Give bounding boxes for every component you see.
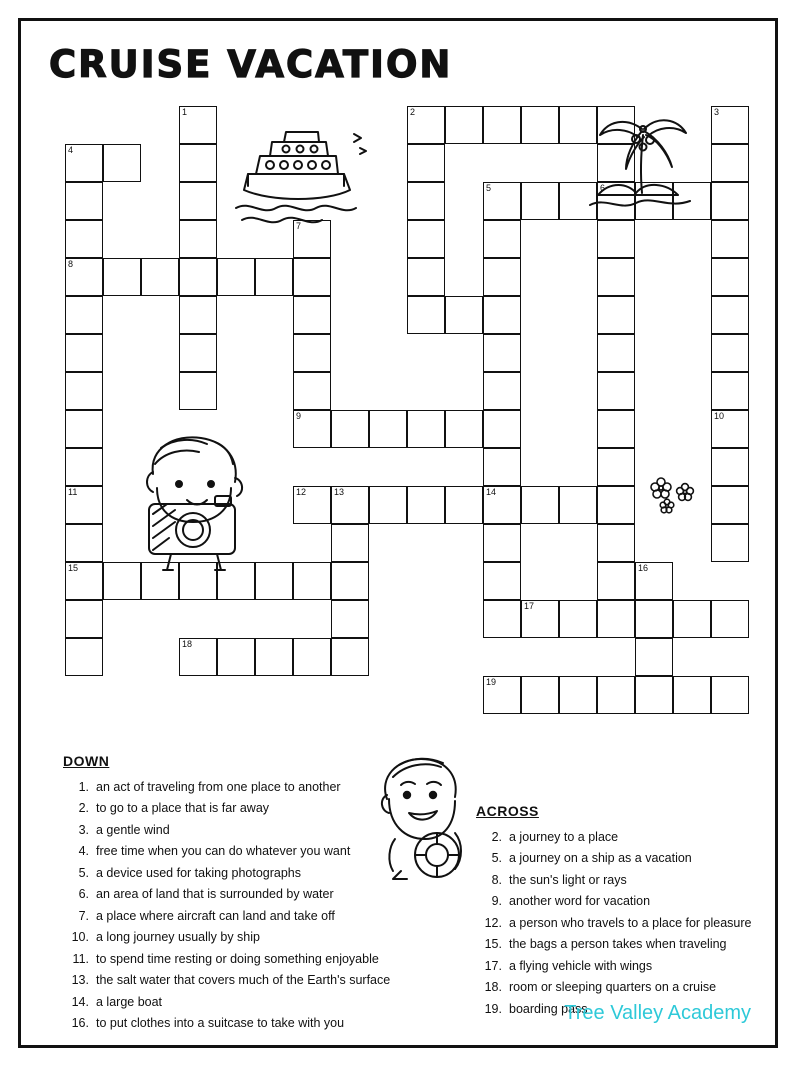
crossword-cell[interactable]: [483, 220, 521, 258]
crossword-cell-numbered[interactable]: [179, 638, 217, 676]
crossword-cell-numbered[interactable]: [521, 600, 559, 638]
crossword-cell[interactable]: [711, 524, 749, 562]
crossword-cell[interactable]: [217, 258, 255, 296]
cell-number: 4: [68, 145, 74, 155]
cell-number: 8: [68, 259, 74, 269]
crossword-cell[interactable]: [65, 372, 103, 410]
crossword-cell[interactable]: [483, 600, 521, 638]
crossword-cell[interactable]: [141, 258, 179, 296]
crossword-cell[interactable]: [711, 220, 749, 258]
clue-number: 2.: [78, 801, 89, 815]
clue-text: the bags a person takes when traveling: [509, 937, 727, 951]
crossword-cell[interactable]: [711, 486, 749, 524]
crossword-cell[interactable]: [483, 334, 521, 372]
crossword-cell[interactable]: [65, 220, 103, 258]
crossword-cell-numbered[interactable]: [483, 182, 521, 220]
clue-text: to spend time resting or doing something enjoyable: [96, 951, 379, 966]
crossword-cell[interactable]: [711, 258, 749, 296]
worksheet-page: [18, 18, 778, 1048]
crossword-cell[interactable]: [407, 144, 445, 182]
crossword-cell[interactable]: [635, 600, 673, 638]
clue-row: [476, 913, 766, 935]
crossword-cell-numbered[interactable]: [293, 410, 331, 448]
crossword-cell[interactable]: [103, 258, 141, 296]
crossword-cell[interactable]: [65, 524, 103, 562]
crossword-cell[interactable]: [293, 372, 331, 410]
clue-text: an area of land that is surrounded by water: [96, 887, 334, 901]
crossword-cell[interactable]: [597, 334, 635, 372]
crossword-cell[interactable]: [369, 410, 407, 448]
crossword-cell[interactable]: [293, 258, 331, 296]
crossword-cell[interactable]: [407, 410, 445, 448]
clue-text: the sun's light or rays: [509, 872, 627, 887]
clue-number: 3.: [78, 822, 89, 837]
crossword-cell[interactable]: [65, 600, 103, 638]
crossword-cell[interactable]: [483, 296, 521, 334]
crossword-cell[interactable]: [597, 448, 635, 486]
crossword-cell[interactable]: [179, 182, 217, 220]
crossword-cell-numbered[interactable]: [65, 486, 103, 524]
cell-number: 9: [296, 411, 302, 421]
clue-number: 7.: [78, 908, 89, 923]
crossword-cell[interactable]: [521, 106, 559, 144]
clue-number: 2.: [491, 829, 502, 844]
crossword-cell[interactable]: [407, 296, 445, 334]
clue-number: 11.: [72, 951, 89, 966]
crossword-cell[interactable]: [331, 562, 369, 600]
crossword-cell[interactable]: [483, 524, 521, 562]
crossword-cell[interactable]: [407, 220, 445, 258]
clue-number: 8.: [491, 872, 502, 887]
crossword-cell[interactable]: [293, 334, 331, 372]
palm-tree-island-illustration: [586, 109, 696, 214]
across-heading: ACROSS: [476, 803, 539, 819]
crossword-cell[interactable]: [521, 486, 559, 524]
clue-text: to put clothes into a suitcase to take with you: [96, 1016, 345, 1030]
crossword-cell[interactable]: [597, 220, 635, 258]
crossword-cell[interactable]: [65, 410, 103, 448]
clue-text: a long journey usually by ship: [96, 930, 260, 944]
clue-text: a person who travels to a place for pleasure: [509, 915, 752, 930]
page-title: CRUISE VACATION: [49, 43, 453, 86]
clue-text: a gentle wind: [96, 822, 170, 837]
clue-row: [63, 992, 393, 1014]
crossword-cell-numbered[interactable]: [483, 676, 521, 714]
clue-number: 4.: [78, 844, 89, 858]
crossword-cell-numbered[interactable]: [711, 410, 749, 448]
cell-number: 5: [486, 183, 492, 193]
crossword-cell[interactable]: [483, 410, 521, 448]
crossword-cell-numbered[interactable]: [407, 106, 445, 144]
crossword-cell[interactable]: [445, 106, 483, 144]
cell-number: 6: [600, 183, 606, 193]
cell-number: 16: [638, 563, 649, 573]
crossword-cell[interactable]: [331, 638, 369, 676]
crossword-cell[interactable]: [293, 296, 331, 334]
crossword-cell[interactable]: [597, 296, 635, 334]
clue-row: [63, 820, 393, 842]
clue-number: 9.: [491, 894, 502, 908]
crossword-cell[interactable]: [711, 372, 749, 410]
clue-text: a flying vehicle with wings: [509, 958, 653, 973]
clue-text: a place where aircraft can land and take off: [96, 908, 335, 923]
crossword-cell[interactable]: [597, 524, 635, 562]
clue-number: 17.: [484, 958, 502, 973]
crossword-cell-numbered[interactable]: [635, 562, 673, 600]
clue-row: [476, 934, 766, 956]
down-heading: DOWN: [63, 753, 110, 769]
clue-text: boarding pass: [509, 1001, 588, 1016]
clue-row: [63, 884, 393, 906]
clue-row: [63, 970, 393, 992]
clue-text: a journey on a ship as a vacation: [509, 851, 692, 865]
clue-number: 5.: [491, 851, 502, 865]
crossword-cell[interactable]: [179, 258, 217, 296]
clue-number: 14.: [71, 994, 89, 1009]
crossword-cell[interactable]: [521, 676, 559, 714]
crossword-cell[interactable]: [65, 448, 103, 486]
crossword-cell[interactable]: [255, 638, 293, 676]
crossword-cell[interactable]: [711, 296, 749, 334]
crossword-cell[interactable]: [483, 448, 521, 486]
crossword-cell[interactable]: [445, 296, 483, 334]
clue-text: to go to a place that is far away: [96, 801, 270, 815]
crossword-cell-numbered[interactable]: [331, 486, 369, 524]
crossword-cell[interactable]: [217, 638, 255, 676]
cell-number: 18: [182, 639, 193, 649]
clue-number: 10.: [71, 930, 89, 944]
clue-row: [476, 977, 766, 999]
cell-number: 13: [334, 487, 345, 497]
clue-number: 13.: [71, 973, 89, 987]
clue-number: 1.: [78, 779, 89, 794]
crossword-cell[interactable]: [407, 258, 445, 296]
cell-number: 11: [68, 487, 78, 497]
crossword-cell[interactable]: [483, 258, 521, 296]
crossword-cell[interactable]: [179, 334, 217, 372]
cell-number: 14: [486, 487, 497, 497]
crossword-cell[interactable]: [483, 562, 521, 600]
clue-row: [63, 863, 393, 885]
crossword-cell[interactable]: [597, 600, 635, 638]
crossword-cell[interactable]: [711, 600, 749, 638]
clue-number: 18.: [484, 980, 502, 994]
clue-text: the salt water that covers much of the Earth's surface: [96, 973, 391, 987]
clue-row: [63, 777, 393, 799]
clue-row: [63, 841, 393, 863]
crossword-cell-numbered[interactable]: [179, 106, 217, 144]
crossword-cell[interactable]: [331, 524, 369, 562]
crossword-cell[interactable]: [635, 638, 673, 676]
clue-number: 16.: [71, 1016, 89, 1030]
crossword-cell[interactable]: [597, 562, 635, 600]
child-with-camera-illustration: [131, 426, 261, 576]
flowers-illustration: [643, 476, 703, 516]
crossword-cell[interactable]: [711, 448, 749, 486]
clue-row: [63, 1013, 393, 1035]
crossword-cell[interactable]: [673, 600, 711, 638]
clue-text: a device used for taking photographs: [96, 865, 301, 880]
cell-number: 3: [714, 107, 720, 117]
crossword-cell[interactable]: [65, 638, 103, 676]
crossword-cell-numbered[interactable]: [483, 486, 521, 524]
crossword-cell[interactable]: [559, 600, 597, 638]
cell-number: 10: [714, 411, 725, 421]
crossword-cell[interactable]: [179, 296, 217, 334]
crossword-cell[interactable]: [255, 258, 293, 296]
crossword-cell[interactable]: [597, 676, 635, 714]
crossword-cell[interactable]: [293, 638, 331, 676]
crossword-cell[interactable]: [103, 144, 141, 182]
crossword-cell[interactable]: [711, 182, 749, 220]
crossword-cell[interactable]: [559, 676, 597, 714]
across-clues: [476, 801, 766, 1020]
clue-number: 5.: [78, 865, 89, 880]
crossword-cell-numbered[interactable]: [65, 144, 103, 182]
crossword-cell[interactable]: [331, 600, 369, 638]
cell-number: 15: [68, 563, 79, 573]
cruise-ship-illustration: [226, 116, 376, 231]
clue-text: an act of traveling from one place to another: [96, 779, 341, 794]
clue-row: [476, 870, 766, 892]
clue-text: a large boat: [96, 994, 163, 1009]
crossword-cell[interactable]: [65, 182, 103, 220]
clue-row: [476, 827, 766, 849]
brand-watermark: Tree Valley Academy: [564, 1002, 751, 1024]
crossword-cell[interactable]: [179, 144, 217, 182]
clue-row: [63, 949, 393, 971]
clue-row: [476, 956, 766, 978]
clue-row: [63, 906, 393, 928]
clue-row: [476, 891, 766, 913]
crossword-cell[interactable]: [65, 296, 103, 334]
crossword-cell[interactable]: [369, 486, 407, 524]
cell-number: 19: [486, 677, 497, 687]
crossword-cell[interactable]: [445, 486, 483, 524]
clue-row: [63, 798, 393, 820]
cell-number: 2: [410, 107, 416, 117]
crossword-cell[interactable]: [179, 372, 217, 410]
cell-number: 1: [182, 107, 188, 117]
clue-text: free time when you can do whatever you want: [96, 844, 351, 858]
crossword-cell[interactable]: [673, 676, 711, 714]
crossword-cell-numbered[interactable]: [711, 106, 749, 144]
crossword-cell[interactable]: [597, 486, 635, 524]
clue-number: 6.: [78, 887, 89, 901]
clue-text: room or sleeping quarters on a cruise: [509, 980, 717, 994]
crossword-cell-numbered[interactable]: [65, 258, 103, 296]
crossword-cell[interactable]: [407, 486, 445, 524]
crossword-cell[interactable]: [331, 410, 369, 448]
crossword-cell[interactable]: [483, 372, 521, 410]
down-clues: [63, 751, 393, 1035]
crossword-cell-numbered[interactable]: [293, 486, 331, 524]
crossword-cell[interactable]: [521, 182, 559, 220]
crossword-cell-numbered[interactable]: [65, 562, 103, 600]
cell-number: 17: [524, 601, 535, 611]
clue-text: a journey to a place: [509, 829, 619, 844]
crossword-cell[interactable]: [293, 562, 331, 600]
cell-number: 12: [296, 487, 307, 497]
crossword-cell[interactable]: [597, 258, 635, 296]
crossword-cell[interactable]: [597, 372, 635, 410]
crossword-cell[interactable]: [711, 144, 749, 182]
crossword-cell[interactable]: [711, 676, 749, 714]
crossword-cell[interactable]: [407, 182, 445, 220]
cell-number: 7: [296, 221, 302, 231]
crossword-cell[interactable]: [65, 334, 103, 372]
clue-row: [63, 927, 393, 949]
crossword-cell[interactable]: [635, 676, 673, 714]
clue-number: 12.: [484, 915, 502, 930]
clue-text: another word for vacation: [509, 894, 651, 908]
crossword-cell[interactable]: [711, 334, 749, 372]
clue-row: [476, 848, 766, 870]
crossword-cell[interactable]: [559, 486, 597, 524]
clue-number: 19.: [484, 1001, 502, 1016]
crossword-cell[interactable]: [483, 106, 521, 144]
clue-number: 15.: [484, 937, 502, 951]
crossword-cell[interactable]: [179, 220, 217, 258]
crossword-cell[interactable]: [597, 410, 635, 448]
crossword-cell[interactable]: [445, 410, 483, 448]
